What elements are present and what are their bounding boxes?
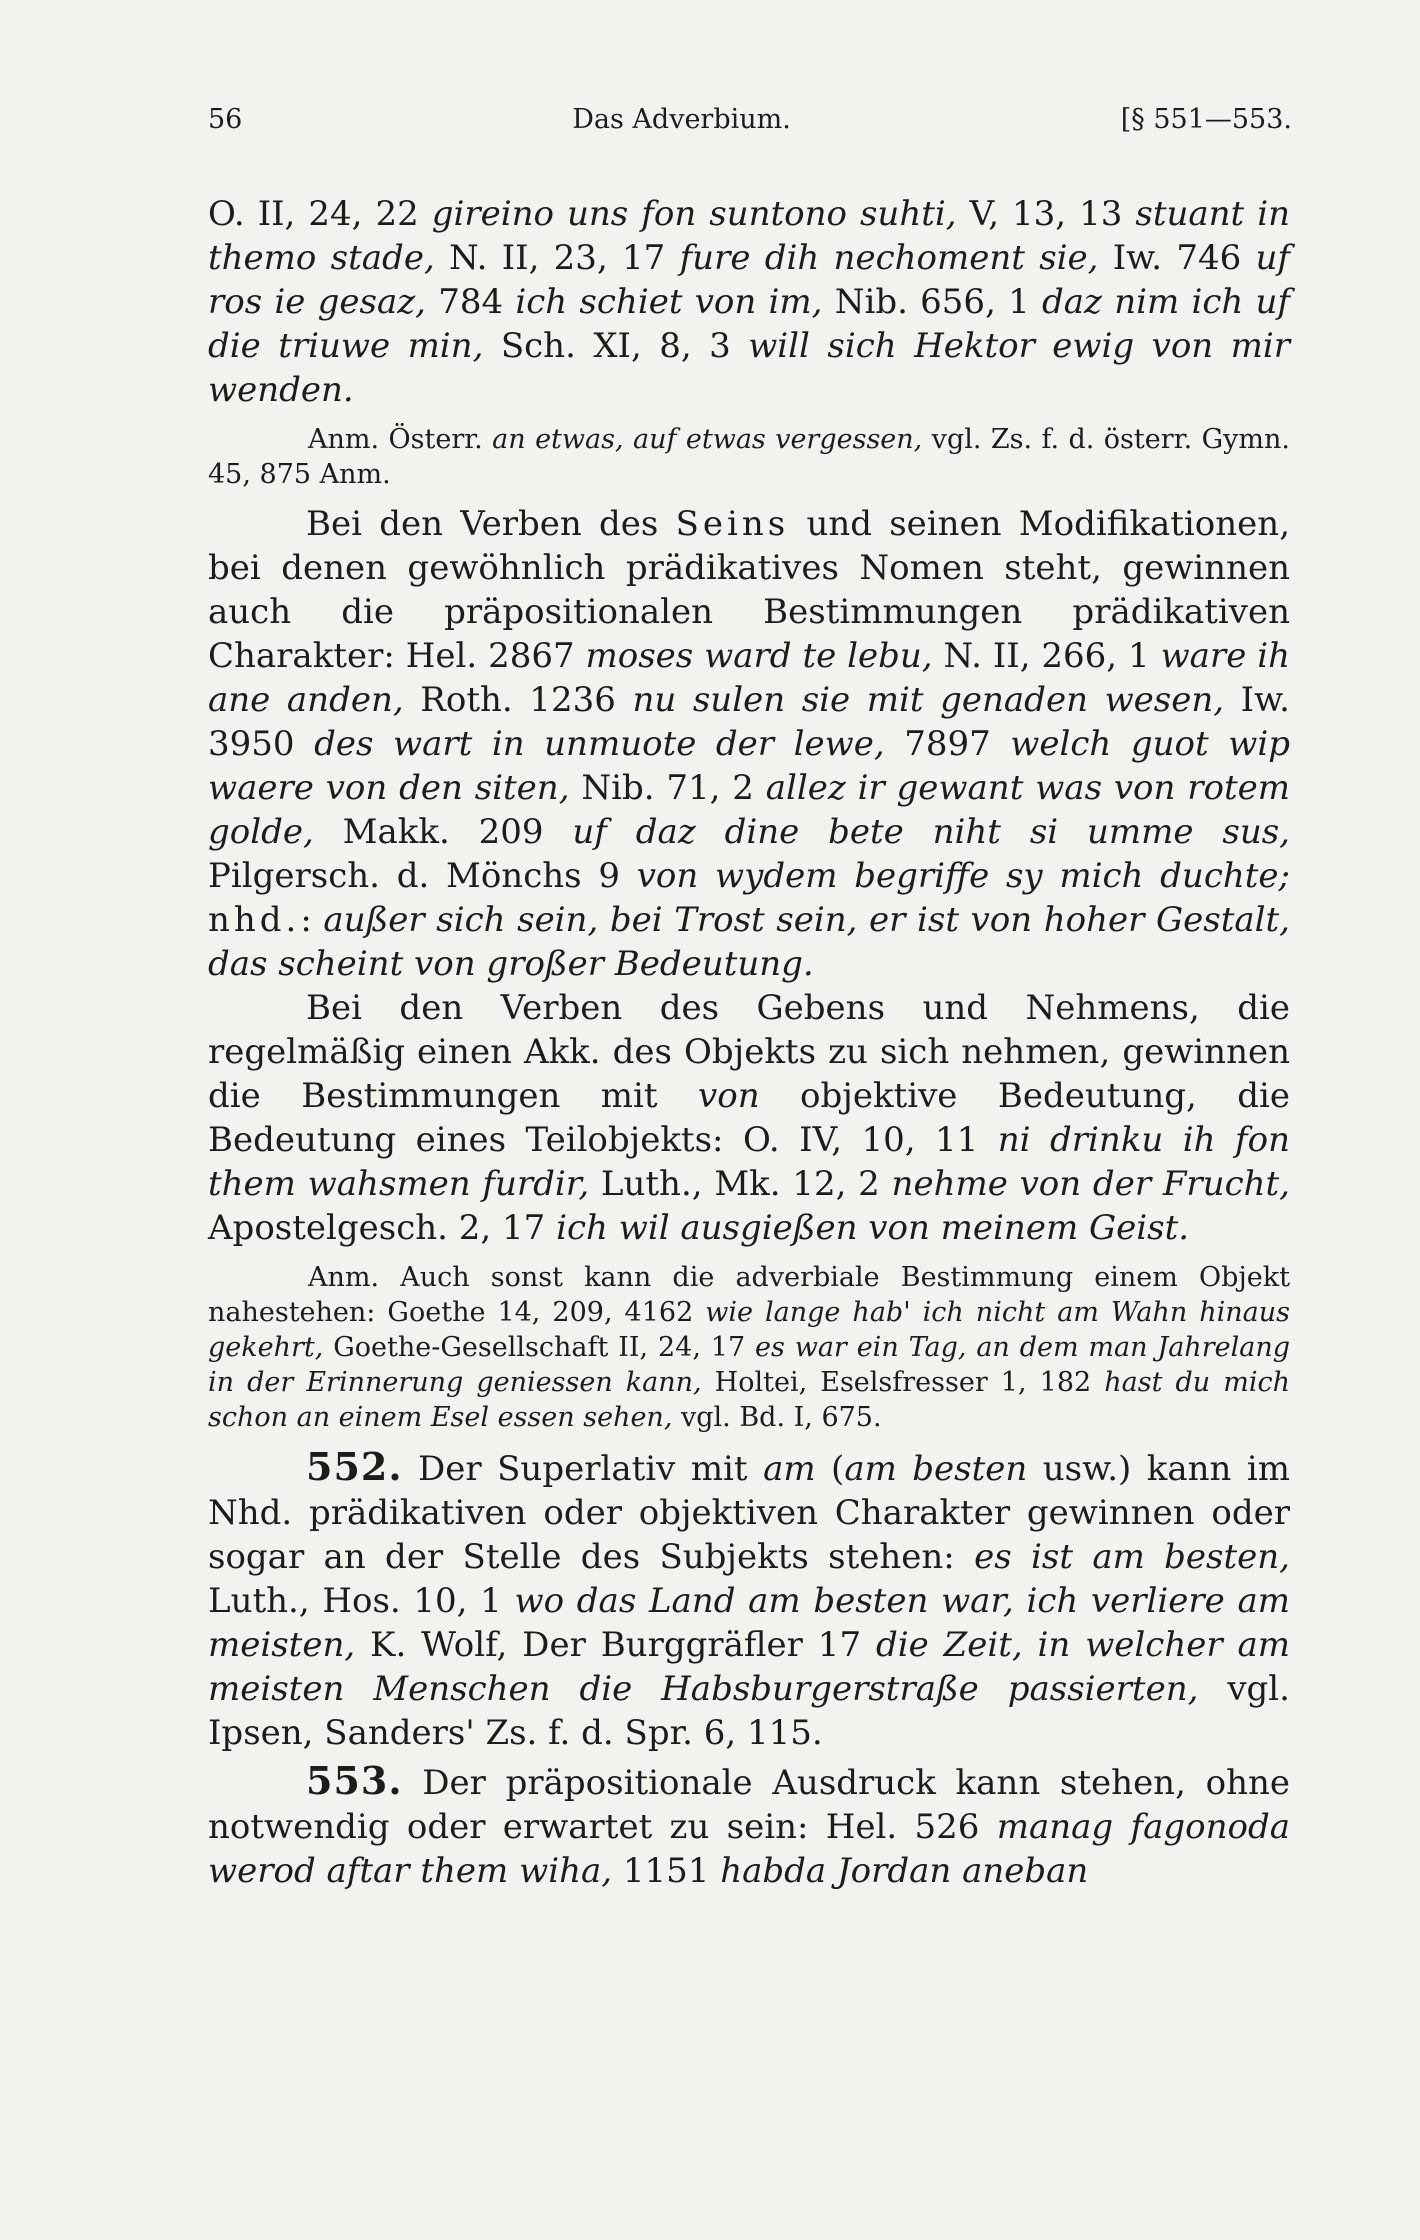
citation: K. Wolf, Der Burggräfler 17 bbox=[355, 1625, 876, 1665]
citation: vgl. Ipsen, Sanders' Zs. f. d. Spr. 6, 115. bbox=[208, 1669, 1290, 1753]
running-header bbox=[208, 104, 1292, 135]
running-title: Das Adverbium. bbox=[572, 104, 791, 135]
page-number: 56 bbox=[208, 104, 243, 135]
example: fure dih nechoment sie, bbox=[679, 238, 1099, 278]
text: Der Superlativ mit bbox=[402, 1449, 764, 1489]
citation: N. II, 23, 17 bbox=[434, 238, 680, 278]
citation: Iw. 746 bbox=[1098, 238, 1256, 278]
citation: 7897 bbox=[884, 724, 1011, 764]
citation: Pilgersch. d. Mönchs 9 bbox=[208, 856, 637, 896]
example: welch guot wip waere von den siten, bbox=[208, 724, 1290, 808]
example: allez ir gewant was von rotem golde, bbox=[208, 768, 1290, 852]
section-number: 552. bbox=[306, 1444, 403, 1489]
note-text: vgl. Zs. f. d. österr. Gymn. 45, 875 Anm. bbox=[208, 424, 1290, 490]
example: manag fagonoda werod aftar them wiha, bbox=[208, 1807, 1290, 1891]
example: hast du mich schon an einem Esel essen sehen, bbox=[208, 1367, 1291, 1433]
citation: Luth., Mk. 12, 2 bbox=[589, 1164, 892, 1204]
example: am bbox=[763, 1449, 816, 1489]
citation: Roth. 1236 bbox=[403, 680, 633, 720]
example: gireino uns fon suntono suhti, bbox=[431, 194, 957, 234]
paragraph-examples bbox=[208, 192, 1290, 412]
example: von wydem begriffe sy mich duchte; bbox=[636, 856, 1290, 896]
text: Bei den Verben des Gebens und Nehmens, die regelmäßig einen Akk. des Objekts zu sich nehmen, gewinnen die Bestimmungen mit bbox=[208, 988, 1290, 1116]
note-text: Goethe-Gesellschaft II, 24, 17 bbox=[323, 1332, 756, 1363]
citation: Sch. XI, 8, 3 bbox=[483, 326, 749, 366]
text: usw.) kann im Nhd. prädikativen oder objektiven Charakter gewinnen oder sogar an der Stelle des Subjekts stehen: bbox=[208, 1449, 1290, 1577]
example: daz nim ich uf die triuwe min, bbox=[208, 282, 1291, 366]
citation: Nib. 71, 2 bbox=[569, 768, 766, 808]
text: : bbox=[300, 900, 324, 940]
note-text: vgl. Bd. I, 675. bbox=[672, 1402, 882, 1433]
citation: Nib. 656, 1 bbox=[822, 282, 1043, 322]
text: Der präpositionale Ausdruck kann stehen, ohne notwendig oder erwartet zu sein: Hel. 526 bbox=[208, 1763, 1290, 1847]
section-range: [§ 551—553. bbox=[1120, 104, 1292, 135]
example: wo das Land am besten war, ich verliere am meisten, bbox=[208, 1581, 1291, 1665]
example: habda Jordan aneban bbox=[720, 1851, 1089, 1891]
citation: V, 13, 13 bbox=[956, 194, 1136, 234]
spaced-term: Seins bbox=[675, 504, 790, 544]
section-553 bbox=[208, 1759, 1290, 1893]
example: will sich Hektor ewig von mir wenden. bbox=[208, 326, 1291, 410]
example: ni drinku ih fon them wahsmen furdir, bbox=[208, 1120, 1290, 1204]
text: ( bbox=[815, 1449, 845, 1489]
example: ich schiet von im, bbox=[515, 282, 823, 322]
citation: 784 bbox=[425, 282, 516, 322]
example: es ist am besten, bbox=[974, 1537, 1290, 1577]
section-number: 553. bbox=[306, 1758, 403, 1803]
example: ware ih ane anden, bbox=[208, 636, 1290, 720]
example: nehme von der Frucht, bbox=[891, 1164, 1290, 1204]
text: objektive Bedeutung, die Bedeutung eines Teilobjekts: O. IV, 10, 11 bbox=[208, 1076, 1290, 1160]
note-text: Anm. Auch sonst kann die adverbiale Bestimmung einem Objekt nahestehen: Goethe 14, 209, 4162 bbox=[208, 1262, 1290, 1328]
example: von bbox=[698, 1076, 760, 1116]
citation: 1151 bbox=[612, 1851, 721, 1891]
note-text: Holtei, Eselsfresser 1, 182 bbox=[701, 1367, 1105, 1398]
example: stuant in themo stade, bbox=[208, 194, 1290, 278]
example: wie lange hab' ich nicht am Wahn hinaus gekehrt, bbox=[208, 1297, 1290, 1363]
text: und seinen Modifikationen, bei denen gewöhnlich prädikatives Nomen steht, gewinnen auch die präpositionalen Bestimmungen prädikativen Charakter: Hel. 2867 bbox=[208, 504, 1291, 676]
citation: Makk. 209 bbox=[313, 812, 573, 852]
example: nu sulen sie mit genaden wesen, bbox=[632, 680, 1225, 720]
section-552 bbox=[208, 1445, 1290, 1755]
page-body bbox=[208, 192, 1290, 1893]
example: außer sich sein, bei Trost sein, er ist von hoher Gestalt, das scheint von großer Bedeutung. bbox=[208, 900, 1290, 984]
paragraph-seins bbox=[208, 502, 1290, 986]
note-anmerkung-1 bbox=[208, 422, 1290, 492]
example: die Zeit, in welcher am meisten Menschen die Habsburgerstraße passierten, bbox=[208, 1625, 1290, 1709]
text: Bei den Verben des bbox=[306, 504, 676, 544]
citation: Iw. 3950 bbox=[208, 680, 1290, 764]
example: uf daz dine bete niht si umme sus, bbox=[572, 812, 1290, 852]
citation: Apostelgesch. 2, 17 bbox=[208, 1208, 557, 1248]
example: des wart in unmuote der lewe, bbox=[314, 724, 885, 764]
paragraph-gebens bbox=[208, 986, 1290, 1250]
example: am besten bbox=[844, 1449, 1028, 1489]
spaced-term: nhd. bbox=[208, 900, 301, 940]
example: es war ein Tag, an dem man Jahrelang in der Erinnerung geniessen kann, bbox=[208, 1332, 1290, 1398]
note-anmerkung-2 bbox=[208, 1260, 1290, 1435]
example: moses ward te lebu, bbox=[585, 636, 933, 676]
example: ich wil ausgießen von meinem Geist. bbox=[556, 1208, 1190, 1248]
note-text: Anm. Österr. bbox=[308, 424, 493, 455]
citation: N. II, 266, 1 bbox=[932, 636, 1161, 676]
citation: O. II, 24, 22 bbox=[208, 194, 432, 234]
example: an etwas, auf etwas vergessen, bbox=[492, 424, 923, 455]
example: uf ros ie gesaz, bbox=[208, 238, 1291, 322]
citation: Luth., Hos. 10, 1 bbox=[208, 1581, 515, 1621]
